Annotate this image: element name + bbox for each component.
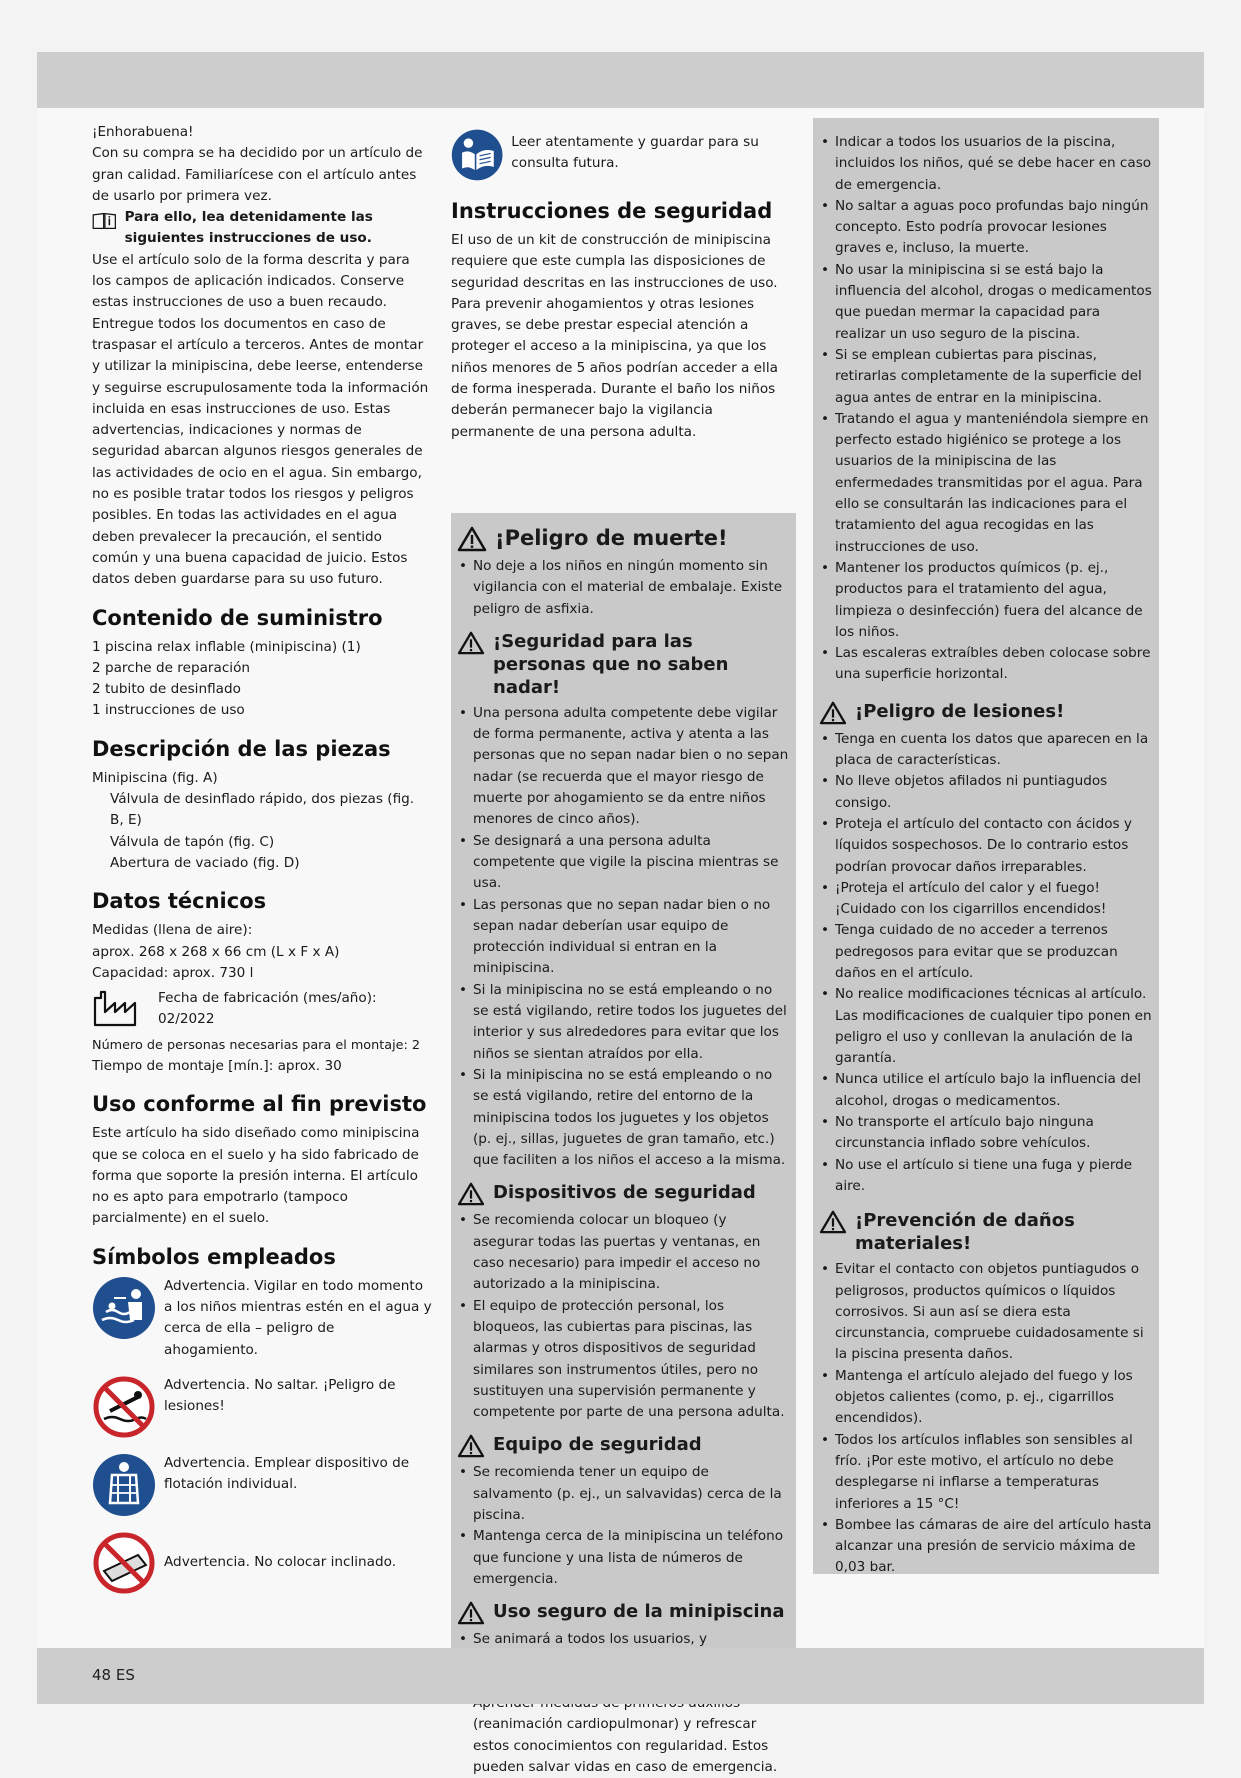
list-item: • No deje a los niños en ningún momento sin vigilancia con el material de embalaje. Existe peligro de asfixia. [457,556,790,620]
intro-body: Use el artículo solo de la forma descrita y para los campos de aplicación indicados. Conserve estas instrucciones de uso a buen recaudo. Entregue todos los documentos en caso de traspasar el artículo a terceros. Antes de montar y utilizar la minipiscina, debe leerse, entenderse y seguirse escrupulosamente toda la información incluida en esas instrucciones de uso. Estas advertencias, indicaciones y normas de seguridad abarcan algunos riesgos generales de las actividades de ocio en el agua. Sin embargo, no es posible tratar todos los riesgos y peligros posibles. En todas las actividades en el agua deben prevalecer la precaución, el sentido común y una buena capacidad de juicio. Estos datos deben guardarse para su uso futuro. [92,251,429,588]
mfg-label: Fecha de fabricación (mes/año): [158,990,377,1007]
page-number: 48 ES [92,1666,135,1684]
tech-line: Capacidad: aprox. 730 l [92,964,254,981]
use-body: Este artículo ha sido diseñado como minipiscina que se coloca en el suelo y ha sido fabricado de forma que soporte la presión interna. El artículo no es apto para empotrarlo (tampoco parcialmente) en el suelo. [92,1125,420,1227]
nonswim-list [457,703,790,1172]
column-right [813,118,1159,1574]
supply-item: 2 parche de reparación [92,659,251,676]
list-item: • Se recomienda tener un equipo de salvamento (p. ej., un salvavidas) cerca de la piscina. [457,1462,790,1526]
factory-icon [92,988,144,1028]
supply-item: 1 instrucciones de uso [92,702,245,719]
read-instructions-note [92,207,432,250]
parts-title: Descripción de las piezas [92,736,391,761]
list-item: • Tenga en cuenta los datos que aparecen en la placa de características. [819,729,1153,772]
list-item: • Se recomienda colocar un bloqueo (y asegurar todas las puertas y ventanas, en caso necesario) para impedir el acceso no autorizado a la minipiscina. [457,1210,790,1295]
list-item: • Si se emplean cubiertas para piscinas, retirarlas completamente de la superficie del agua antes de entrar en la minipiscina. [819,345,1153,409]
list-item: • Mantenga el artículo alejado del fuego y los objetos calientes (como, p. ej., cigarrillos encendidos). [819,1366,1153,1430]
manufacture-date [92,988,432,1031]
injury-list [819,729,1153,1198]
symbol-row [92,1276,432,1361]
danger-list [457,556,790,620]
no-diving-icon [92,1375,156,1439]
parts-main: Minipiscina (fig. A) [92,769,218,786]
tech-line: Medidas (llena de aire): [92,922,253,939]
warning-icon [819,1210,847,1234]
safety-title: Instrucciones de seguridad [451,199,773,223]
tech-title: Datos técnicos [92,889,267,914]
danger-heading: ¡Peligro de muerte! [457,525,790,552]
warning-icon [457,631,485,655]
manual-page [37,52,1204,1775]
list-item: • No usar la minipiscina si se está bajo la influencia del alcohol, drogas o medicamentos que puedan mermar la capacidad para realizar un uso seguro de la piscina. [819,260,1153,345]
safety-body: El uso de un kit de construcción de minipiscina requiere que este cumpla las disposiciones de seguridad descritas en las instrucciones de uso. Para prevenir ahogamientos y otras lesiones graves, se debe prestar especial atención a proteger el acceso a la minipiscina, ya que los niños menores de 5 años podrían acceder a ella de forma inesperada. Durante el baño los niños deberán permanecer bajo la vigilancia permanente de una persona adulta. [451,232,778,440]
warning-icon [457,1182,485,1206]
mfg-value: 02/2022 [158,1011,215,1028]
safeuse-heading: Uso seguro de la minipiscina [457,1600,790,1625]
intro-greeting: ¡Enhorabuena! [92,124,194,140]
symbols-title: Símbolos empleados [92,1244,336,1269]
damage-list [819,1259,1153,1578]
warning-icon [457,1434,485,1458]
warning-icon [457,1601,485,1625]
parts-item: Válvula de tapón (fig. C) [110,833,275,850]
equip-heading: Equipo de seguridad [457,1433,790,1458]
parts-item: Abertura de vaciado (fig. D) [110,854,300,871]
list-item: • ¡Proteja el artículo del calor y el fuego! ¡Cuidado con los cigarrillos encendidos! [819,878,1153,921]
list-item: • No realice modificaciones técnicas al artículo. Las modificaciones de cualquier tipo ponen en peligro el uso y conllevan la anulación de la garantía. [819,984,1153,1069]
list-item: • Si la minipiscina no se está empleando o no se está vigilando, retire todos los juguetes del interior y sus alrededores para evitar que los niños se sientan atraídos por ella. [457,980,790,1065]
list-item: • Tratando el agua y manteniéndola siempre en perfecto estado higiénico se protege a los usuarios de la minipiscina de las enfermedades transmitidas por el agua. Para ello se consultarán las indicaciones para el tratamiento del agua recogidas en las instrucciones de uso. [819,409,1153,558]
equip-list [457,1462,790,1590]
injury-heading: ¡Peligro de lesiones! [819,700,1153,725]
read-manual-icon [451,122,503,188]
footer-bar [37,1648,1204,1704]
list-item: • Bombee las cámaras de aire del artículo hasta alcanzar una presión de servicio máxima de 0,03 bar. [819,1515,1153,1579]
life-jacket-icon [92,1453,156,1517]
usage-list [819,132,1153,686]
symbol-text: Advertencia. No colocar inclinado. [164,1554,397,1571]
use-title: Uso conforme al fin previsto [92,1092,427,1117]
supply-title: Contenido de suministro [92,605,383,630]
devices-heading: Dispositivos de seguridad [457,1181,790,1206]
list-item: • No use el artículo si tiene una fuga y pierde aire. [819,1155,1153,1198]
book-info-icon [92,207,117,235]
list-item: • Las escaleras extraíbles deben colocase sobre una superficie horizontal. [819,643,1153,686]
list-item: • Proteja el artículo del contacto con ácidos y líquidos sospechosos. De lo contrario estos podrían provocar daños irreparables. [819,814,1153,878]
tech-line: Tiempo de montaje [mín.]: aprox. 30 [92,1057,342,1074]
list-item: • Si la minipiscina no se está empleando o no se está vigilando, retire del entorno de la minipiscina todos los juguetes y los objetos (p. ej., sillas, juguetes de gran tamaño, etc.) que faciliten a los niños el acceso a la misma. [457,1065,790,1171]
symbol-row [92,1375,432,1439]
tech-line: aprox. 268 x 268 x 66 cm (L x F x A) [92,943,340,960]
list-item: • Tenga cuidado de no acceder a terrenos pedregosos para evitar que se produzcan daños en el artículo. [819,920,1153,984]
list-item: • No lleve objetos afilados ni puntiagudos consigo. [819,771,1153,814]
devices-list [457,1210,790,1423]
list-item: • Mantenga cerca de la minipiscina un teléfono que funcione y una lista de números de emergencia. [457,1526,790,1590]
damage-heading: ¡Prevención de daños materiales! [819,1209,1153,1255]
symbol-text: Advertencia. Emplear dispositivo de flotación individual. [164,1454,410,1493]
intro-text: Con su compra se ha decidido por un artículo de gran calidad. Familiarícese con el artículo antes de usarlo por primera vez. [92,145,423,204]
read-note [451,122,796,188]
symbol-row [92,1453,432,1517]
tech-line: Número de personas necesarias para el montaje: 2 [92,1037,421,1053]
symbol-text: Advertencia. No saltar. ¡Peligro de lesiones! [164,1376,396,1415]
list-item: • Evitar el contacto con objetos puntiagudos o peligrosos, productos químicos o líquidos corrosivos. Si aun así se diera esta circunstancia, compruebe cuidadosamente si la piscina presenta daños. [819,1259,1153,1365]
parts-item: Válvula de desinflado rápido, dos piezas (fig. B, E) [110,791,415,829]
read-note-text: Leer atentamente y guardar para su consulta futura. [511,134,759,172]
list-item: • Una persona adulta competente debe vigilar de forma permanente, activa y atenta a las personas que no sepan nadar bien o no sepan nadar (se recuerda que el mayor riesgo de muerte por ahogamiento se da entre niños menores de cinco años). [457,703,790,831]
list-item: • No transporte el artículo bajo ninguna circunstancia inflado sobre vehículos. [819,1112,1153,1155]
list-item: • Se animará a todos los usuarios, y [457,1629,790,1693]
symbol-text: Advertencia. Vigilar en todo momento a los niños mientras estén en el agua y cerca de ella – peligro de ahogamiento. [164,1277,432,1358]
list-item: • Mantener los productos químicos (p. ej., productos para el tratamiento del agua, limpieza o desinfección) fuera del alcance de los niños. [819,558,1153,643]
child-supervision-icon [92,1276,156,1340]
list-item: • Todos los artículos inflables son sensibles al frío. ¡Por este motivo, el artículo no debe desplegarse ni inflarse a temperaturas inferiores a 15 °C! [819,1430,1153,1515]
list-item: • El equipo de protección personal, los bloqueos, las cubiertas para piscinas, las alarmas y otros dispositivos de seguridad similares son instrumentos útiles, pero no sustituyen una supervisión permanente y competente por parte de una persona adulta. [457,1296,790,1424]
header-bar [37,52,1204,108]
no-tilt-icon [92,1531,156,1595]
supply-item: 2 tubito de desinflado [92,681,241,698]
column-middle [451,122,796,443]
symbol-row [92,1531,432,1595]
list-item: • No saltar a aguas poco profundas bajo ningún concepto. Esto podría provocar lesiones graves e, incluso, la muerte. [819,196,1153,260]
supply-item: 1 piscina relax inflable (minipiscina) (1) [92,638,361,655]
list-item: • Se designará a una persona adulta competente que vigile la piscina mientras se usa. [457,831,790,895]
list-item: • Nunca utilice el artículo bajo la influencia del alcohol, drogas o medicamentos. [819,1069,1153,1112]
warnings-box [451,513,796,1775]
bold-note: Para ello, lea detenidamente las siguientes instrucciones de uso. [124,209,373,247]
nonswim-heading: ¡Seguridad para las personas que no saben nadar! [457,630,790,699]
list-item: • (reanimación cardiopulmonar) y refrescar estos conocimientos con regularidad. Estos pueden salvar vidas en caso de emergencia. [457,1693,790,1778]
list-item: • Indicar a todos los usuarios de la piscina, incluidos los niños, qué se debe hacer en caso de emergencia. [819,132,1153,196]
warning-icon [819,701,847,725]
list-item: • Las personas que no sepan nadar bien o no sepan nadar deberían usar equipo de protección individual si entran en la minipiscina. [457,895,790,980]
column-left [92,122,432,1609]
warning-icon [457,526,487,552]
